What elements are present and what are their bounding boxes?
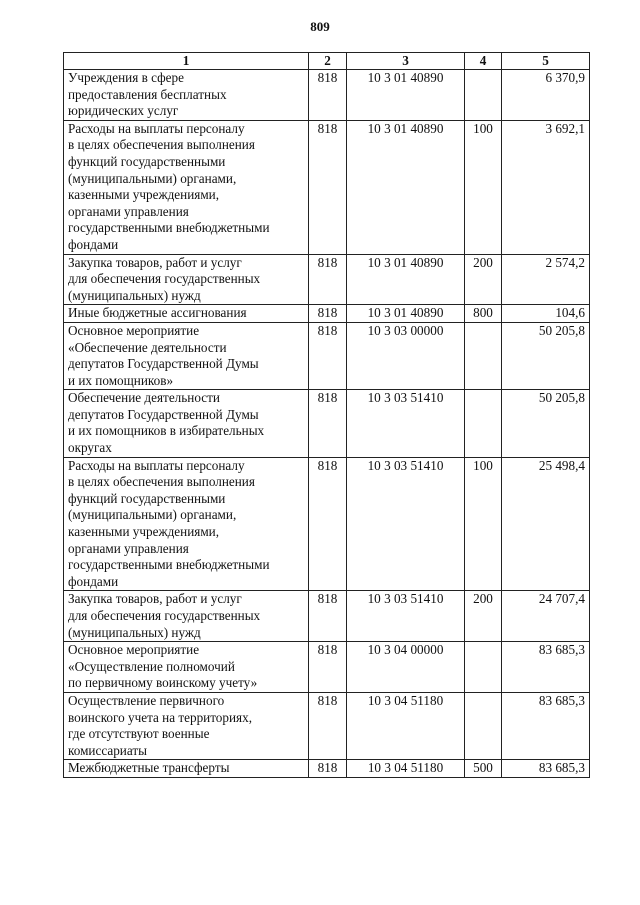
row-name-line: Иные бюджетные ассигнования (68, 305, 247, 321)
row-name-line: для обеспечения государственных (68, 271, 261, 287)
ministry-code: 818 (309, 760, 347, 778)
row-name-line: казенными учреждениями, (68, 187, 220, 203)
row-name-line: Обеспечение деятельности (68, 390, 220, 406)
header-col-5: 5 (502, 53, 590, 70)
target-code: 10 3 04 51180 (347, 760, 465, 778)
amount: 104,6 (502, 305, 590, 323)
row-name-line: (муниципальных) нужд (68, 624, 201, 640)
row-name-line: округах (68, 440, 112, 456)
row-name (64, 591, 309, 642)
expense-type: 200 (465, 254, 502, 305)
ministry-code: 818 (309, 322, 347, 389)
table-row (64, 760, 590, 778)
ministry-code: 818 (309, 120, 347, 254)
table-row (64, 692, 590, 759)
row-name (64, 390, 309, 457)
table-row (64, 254, 590, 305)
row-name (64, 642, 309, 693)
table-row (64, 70, 590, 121)
row-name-line: воинского учета на территориях, (68, 709, 253, 725)
row-name-line: и их помощников в избирательных (68, 423, 265, 439)
amount: 50 205,8 (502, 390, 590, 457)
row-name (64, 305, 309, 323)
row-name-line: в целях обеспечения выполнения (68, 474, 255, 490)
header-col-2: 2 (309, 53, 347, 70)
row-name-line: (муниципальными) органами, (68, 507, 237, 523)
table-row (64, 390, 590, 457)
expense-type: 100 (465, 120, 502, 254)
row-name-line: Расходы на выплаты персоналу (68, 457, 245, 473)
table-row (64, 457, 590, 591)
row-name (64, 120, 309, 254)
row-name-line: функций государственными (68, 153, 226, 169)
target-code: 10 3 04 51180 (347, 692, 465, 759)
target-code: 10 3 01 40890 (347, 120, 465, 254)
row-name-line: фондами (68, 573, 119, 589)
amount: 2 574,2 (502, 254, 590, 305)
row-name-line: Учреждения в сфере (68, 70, 184, 85)
row-name-line: и их помощников» (68, 372, 174, 388)
row-name-line: депутатов Государственной Думы (68, 406, 259, 422)
row-name-line: Расходы на выплаты персоналу (68, 120, 245, 136)
amount: 83 685,3 (502, 642, 590, 693)
row-name-line: государственными внебюджетными (68, 557, 270, 573)
target-code: 10 3 03 51410 (347, 591, 465, 642)
row-name-line: комиссариаты (68, 742, 147, 758)
header-col-4: 4 (465, 53, 502, 70)
expense-type (465, 70, 502, 121)
header-col-3: 3 (347, 53, 465, 70)
expense-type (465, 322, 502, 389)
amount: 83 685,3 (502, 692, 590, 759)
row-name-line: в целях обеспечения выполнения (68, 137, 255, 153)
target-code: 10 3 01 40890 (347, 305, 465, 323)
ministry-code: 818 (309, 305, 347, 323)
expense-type: 800 (465, 305, 502, 323)
target-code: 10 3 01 40890 (347, 70, 465, 121)
ministry-code: 818 (309, 692, 347, 759)
amount: 25 498,4 (502, 457, 590, 591)
ministry-code: 818 (309, 591, 347, 642)
row-name-line: фондами (68, 236, 119, 252)
row-name-line: Осуществление первичного (68, 692, 225, 708)
amount: 3 692,1 (502, 120, 590, 254)
amount: 83 685,3 (502, 760, 590, 778)
row-name-line: «Осуществление полномочий (68, 658, 235, 674)
row-name-line: Межбюджетные трансферты (68, 760, 230, 776)
expense-type: 100 (465, 457, 502, 591)
row-name (64, 457, 309, 591)
row-name-line: органами управления (68, 203, 189, 219)
row-name-line: предоставления бесплатных (68, 86, 227, 102)
target-code: 10 3 03 00000 (347, 322, 465, 389)
row-name-line: Основное мероприятие (68, 322, 200, 338)
table-body (64, 70, 590, 778)
expense-type (465, 390, 502, 457)
table-row (64, 305, 590, 323)
table-row (64, 591, 590, 642)
expense-type: 500 (465, 760, 502, 778)
target-code: 10 3 03 51410 (347, 390, 465, 457)
row-name-line: где отсутствуют военные (68, 726, 210, 742)
row-name-line: органами управления (68, 540, 189, 556)
row-name-line: казенными учреждениями, (68, 524, 220, 540)
row-name-line: Основное мероприятие (68, 642, 200, 658)
row-name (64, 70, 309, 121)
row-name (64, 692, 309, 759)
row-name-line: (муниципальными) органами, (68, 170, 237, 186)
table-row (64, 322, 590, 389)
amount: 50 205,8 (502, 322, 590, 389)
ministry-code: 818 (309, 642, 347, 693)
row-name-line: юридических услуг (68, 103, 179, 119)
row-name (64, 322, 309, 389)
row-name-line: государственными внебюджетными (68, 220, 270, 236)
ministry-code: 818 (309, 390, 347, 457)
table-row (64, 120, 590, 254)
page-number: 809 (310, 19, 330, 34)
row-name-line: по первичному воинскому учету» (68, 675, 258, 691)
amount: 24 707,4 (502, 591, 590, 642)
header-col-1: 1 (64, 53, 309, 70)
target-code: 10 3 03 51410 (347, 457, 465, 591)
row-name (64, 760, 309, 778)
expense-type (465, 692, 502, 759)
header-row (64, 53, 590, 70)
expense-type: 200 (465, 591, 502, 642)
expense-type (465, 642, 502, 693)
ministry-code: 818 (309, 70, 347, 121)
row-name-line: «Обеспечение деятельности (68, 339, 227, 355)
target-code: 10 3 04 00000 (347, 642, 465, 693)
ministry-code: 818 (309, 457, 347, 591)
row-name-line: Закупка товаров, работ и услуг (68, 254, 242, 270)
row-name-line: депутатов Государственной Думы (68, 356, 259, 372)
row-name (64, 254, 309, 305)
row-name-line: (муниципальных) нужд (68, 287, 201, 303)
target-code: 10 3 01 40890 (347, 254, 465, 305)
budget-table (63, 52, 590, 778)
row-name-line: для обеспечения государственных (68, 608, 261, 623)
ministry-code: 818 (309, 254, 347, 305)
amount: 6 370,9 (502, 70, 590, 121)
row-name-line: функций государственными (68, 490, 226, 506)
row-name-line: Закупка товаров, работ и услуг (68, 591, 242, 607)
table-row (64, 642, 590, 693)
